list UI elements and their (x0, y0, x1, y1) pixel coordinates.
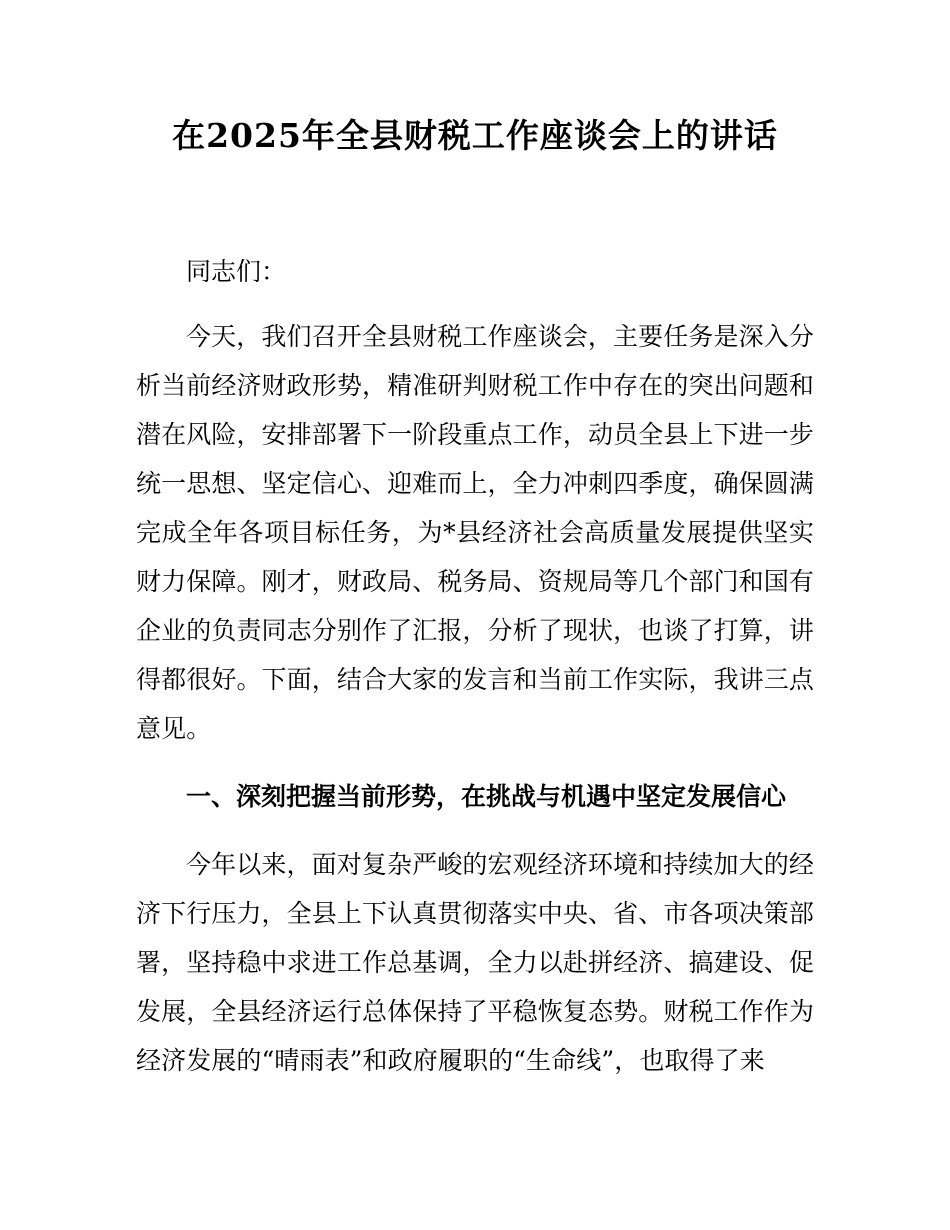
document-title: 在2025年全县财税工作座谈会上的讲话 (172, 116, 778, 155)
paragraph-section1-body: 今年以来，面对复杂严峻的宏观经济环境和持续加大的经济下行压力，全县上下认真贯彻落实中央、省、市各项决策部署，坚持稳中求进工作总基调，全力以赴拼经济、搞建设、促发展，全县经济运行总体保持了平稳恢复态势。财税工作作为经济发展的“晴雨表”和政府履职的“生命线”，也取得了来 (136, 850, 814, 1075)
section-heading-1: 一、深刻把握当前形势，在挑战与机遇中坚定发展信心 (186, 782, 787, 811)
document-body (136, 247, 814, 1085)
paragraph-intro: 今天，我们召开全县财税工作座谈会，主要任务是深入分析当前经济财政形势，精准研判财税工作中存在的突出问题和潜在风险，安排部署下一阶段重点工作，动员全县上下进一步统一思想、坚定信心、迎难而上，全力冲刺四季度，确保圆满完成全年各项目标任务，为*县经济社会高质量发展提供坚实财力保障。刚才，财政局、税务局、资规局等几个部门和国有企业的负责同志分别作了汇报，分析了现状，也谈了打算，讲得都很好。下面，结合大家的发言和当前工作实际，我讲三点意见。 (136, 322, 814, 743)
greeting-line: 同志们： (186, 257, 287, 286)
